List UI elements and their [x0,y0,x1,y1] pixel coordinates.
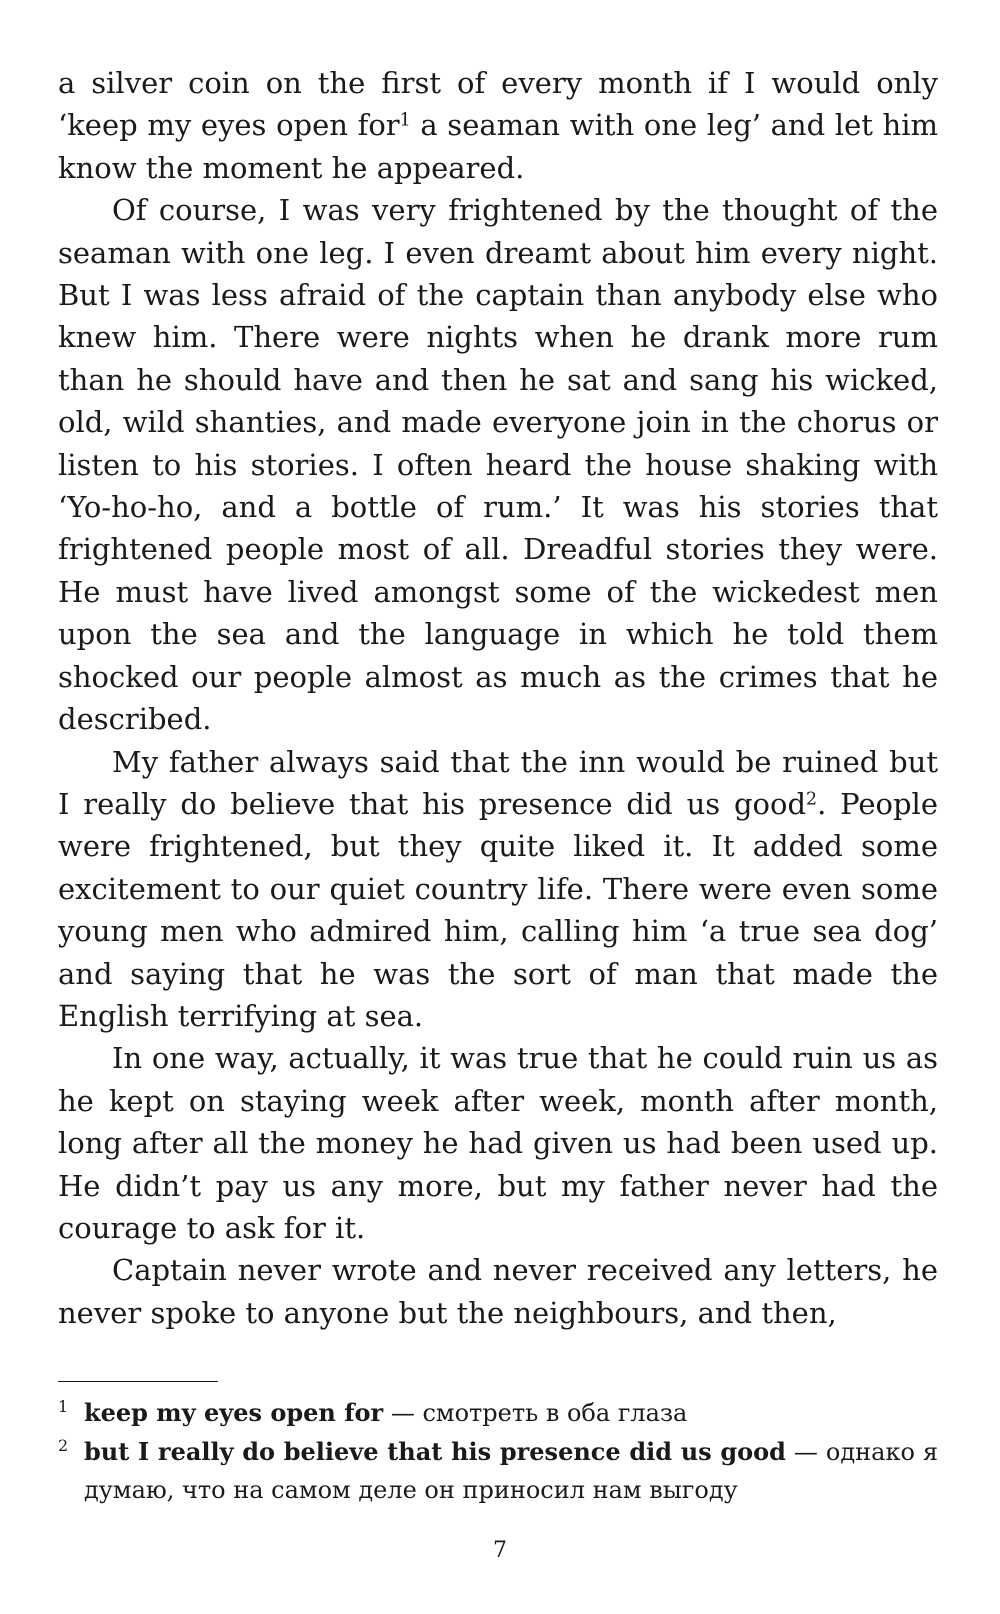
footnote-translation: однако я думаю, что на самом деле он приносил нам выгоду [84,1437,938,1504]
paragraph-4 [58,1037,938,1249]
paragraph-3 [58,741,938,1038]
footnote-translation: смотреть в оба глаза [422,1399,688,1427]
footnote-2 [58,1433,938,1510]
paragraph-text: Of course, I was very frightened by the thought of the seaman with one leg. I even dreamt about him every night. But I was less afraid of the captain than anybody else who knew him. There were nights when he drank more rum than he should have and then he sat and sang his wicked, old, wild shanties, and made everyone join in the chorus or listen to his stories. I often heard the house shaking with ‘Yo-ho-ho, and a bottle of rum.’ It was his stories that frightened people most of all. Dreadful stories they were. He must have lived amongst some of the wickedest men upon the sea and the language in which he told them shocked our people almost as much as the crimes that he described. [58,193,938,737]
paragraph-text: a seaman with one leg’ and let him know the moment he appeared. [58,108,938,185]
footnote-number: 2 [58,1435,69,1455]
footnote-number: 1 [58,1397,69,1416]
paragraph-text: My father always said that the inn would be ruined but I really do believe that his presence did us good [58,744,938,821]
paragraph-text: . People were frightened, but they quite liked it. It added some excitement to our quiet country life. There were even some young men who admired him, calling him ‘a true sea dog’ and saying that he was the sort of man that made the English terrifying at sea. [58,786,938,1033]
footnote-1 [58,1394,938,1433]
footnotes [58,1394,938,1510]
footnote-ref-2: 2 [806,789,818,810]
footnote-term: but I really do believe that his presence did us good [84,1436,786,1466]
page-number: 7 [493,1538,507,1563]
paragraph-text: In one way, actually, it was true that he could ruin us as he kept on staying week after week, month after month, long after all the money he had given us had been used up. He didn’t pay us any more, but my father never had the courage to ask for it. [58,1041,938,1245]
footnote-term: keep my eyes open for [84,1398,384,1427]
footnote-ref-1: 1 [399,110,411,131]
footnote-divider [58,1381,218,1382]
paragraph-text: Captain never wrote and never received any letters, he never spoke to anyone but the neighbours, and then, [58,1253,938,1330]
paragraph-2 [58,189,938,740]
paragraph-5 [58,1249,938,1334]
paragraph-1 [58,62,938,189]
main-text [58,62,938,1334]
paragraph-text: a silver coin on the first of every month if I would only ‘keep my eyes open for [58,66,938,143]
footnote-dash: — [383,1399,423,1427]
footnote-dash: — [785,1437,826,1466]
